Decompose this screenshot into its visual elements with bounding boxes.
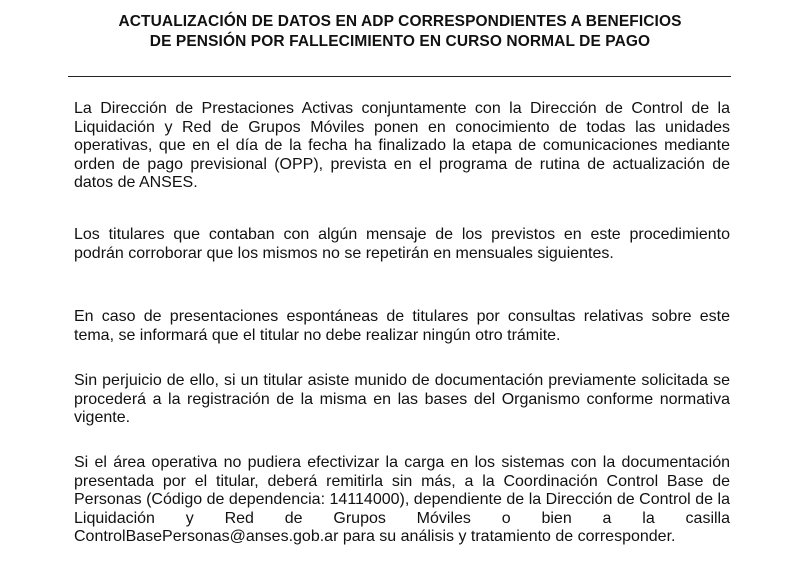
paragraph-intro: La Dirección de Prestaciones Activas conjuntamente con la Dirección de Control de la Liquidación y Red de Grupos Móviles ponen en conocimiento de todas las unidades operativas, que en el día de la fecha ha finalizado la etapa de comunicaciones mediante orden de pago previsional (OPP), prevista en el programa de rutina de actualización de datos de ANSES. xyxy=(74,100,730,191)
paragraph-presentaciones: En caso de presentaciones espontáneas de titulares por consultas relativas sobre este tema, se informará que el titular no debe realizar ningún otro trámite. xyxy=(74,308,730,344)
document-title-line-1: ACTUALIZACIÓN DE DATOS EN ADP CORRESPONDIENTES A BENEFICIOS xyxy=(118,13,682,30)
paragraph-area-operativa: Si el área operativa no pudiera efectivizar la carga en los sistemas con la documentación presentada por el titular, deberá remitirla sin más, a la Coordinación Control Base de Personas (Código de dependencia: 14114000), dependiente de la Dirección de Control de la Liquidación y Red de Grupos Móviles o bien a la casilla ControlBasePersonas@anses.gob.ar para su análisis y tratamiento de corresponder. xyxy=(74,454,730,545)
paragraph-titulares: Los titulares que contaban con algún mensaje de los previstos en este procedimiento podrán corroborar que los mismos no se repetirán en mensuales siguientes. xyxy=(74,226,730,262)
paragraph-documentacion: Sin perjuicio de ello, si un titular asiste munido de documentación previamente solicitada se procederá a la registración de la misma en las bases del Organismo conforme normativa vigente. xyxy=(74,372,730,426)
document-title-line-2: DE PENSIÓN POR FALLECIMIENTO EN CURSO NORMAL DE PAGO xyxy=(149,33,651,50)
document-title xyxy=(60,12,740,52)
title-divider xyxy=(68,76,731,77)
